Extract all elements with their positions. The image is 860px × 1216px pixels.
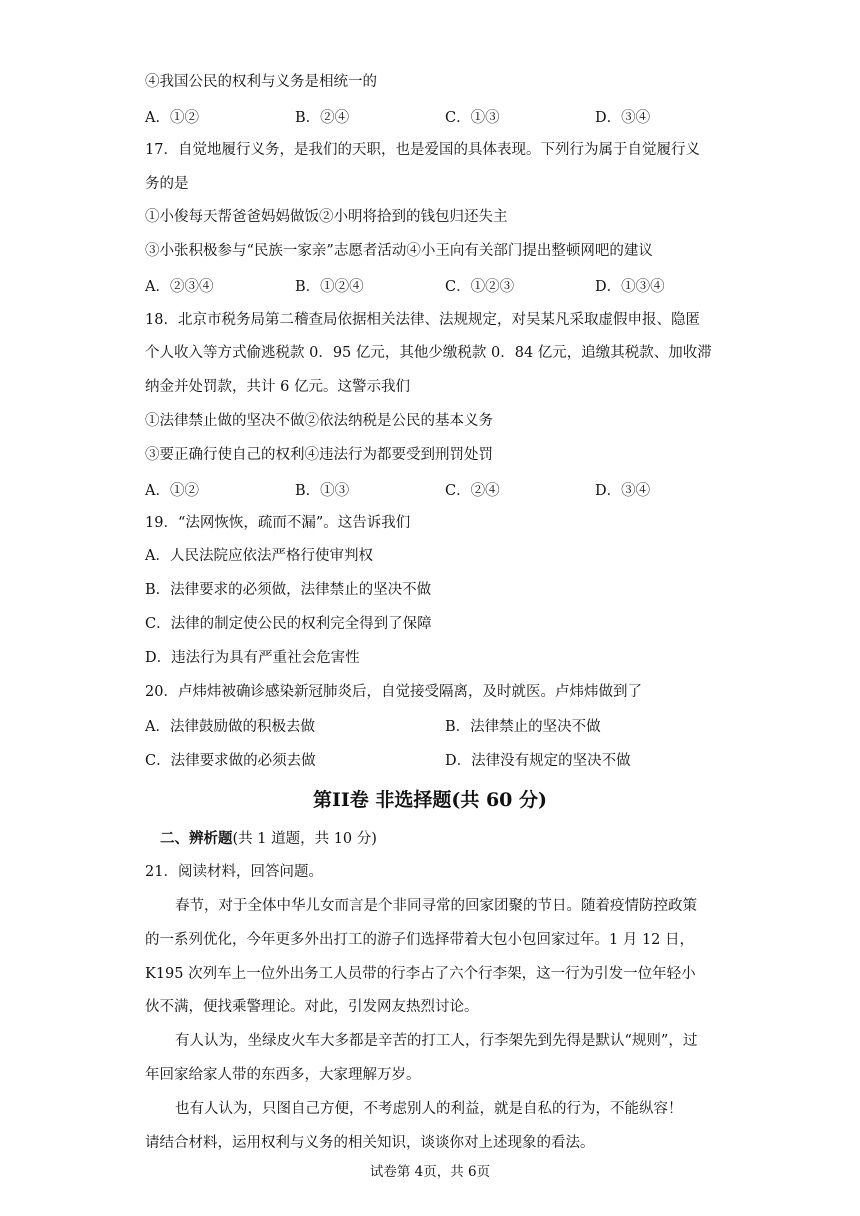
q18-items-line-2: ③要正确行使自己的权利④违法行为都要受到刑罚处罚: [145, 447, 493, 463]
page-footer: 试卷第 4页，共 6页: [369, 1164, 491, 1180]
q21-p1-line-3: K195 次列车上一位外出务工人员带的行李占了六个行李架，这一行为引发一位年轻小: [145, 966, 696, 982]
q17-options: [145, 275, 705, 295]
q17-items-line-1: ①小俊每天帮爸爸妈妈做饭②小明将拾到的钱包归还失主: [145, 209, 508, 225]
q18-option-b: B．①③: [295, 483, 350, 499]
q20-option-a: A．法律鼓励做的积极去做: [145, 719, 315, 735]
q17-stem-line-1: 17．自觉地履行义务，是我们的天职，也是爱国的具体表现。下列行为属于自觉履行义: [145, 142, 700, 158]
q20-option-d: D．法律没有规定的坚决不做: [445, 753, 631, 769]
part-heading-label: 二、辨析题: [160, 830, 233, 847]
q21-stem: 21．阅读材料，回答问题。: [145, 864, 323, 880]
section-title: 第II卷 非选择题(共 60 分): [312, 789, 548, 811]
part-heading-detail: (共 1 道题，共 10 分): [232, 831, 377, 847]
q16-option-b: B．②④: [295, 110, 350, 126]
q17-option-c: C．①②③: [445, 279, 515, 295]
q17-option-a: A．②③④: [145, 279, 214, 295]
q17-stem-line-2: 务的是: [145, 176, 189, 192]
q18-options: [145, 479, 705, 499]
q18-option-d: D．③④: [595, 483, 651, 499]
q18-stem-line-3: 纳金并处罚款，共计 6 亿元。这警示我们: [145, 379, 410, 395]
part-heading: [160, 827, 377, 848]
q20-stem: 20．卢炜炜被确诊感染新冠肺炎后，自觉接受隔离，及时就医。卢炜炜做到了: [145, 684, 642, 700]
q20-options-row-2: [145, 749, 705, 769]
q21-p2-line-1: 有人认为，坐绿皮火车大多都是辛苦的打工人，行李架先到先得是默认“规则”，过: [175, 1033, 698, 1049]
q17-option-b: B．①②④: [295, 279, 364, 295]
q18-stem-line-1: 18．北京市税务局第二稽查局依据相关法律、法规规定，对吴某凡采取虚假申报、隐匿: [145, 312, 700, 328]
q19-option-b: B．法律要求的必须做，法律禁止的坚决不做: [145, 582, 432, 598]
q17-items-line-2: ③小张积极参与“民族一家亲”志愿者活动④小王向有关部门提出整顿网吧的建议: [145, 243, 653, 259]
q16-options: [145, 106, 705, 126]
q16-option-c: C．①③: [445, 110, 500, 126]
q19-option-c: C．法律的制定使公民的权利完全得到了保障: [145, 616, 432, 632]
q21-p1-line-4: 伙不满，便找乘警理论。对此，引发网友热烈讨论。: [145, 999, 479, 1015]
q20-option-b: B．法律禁止的坚决不做: [445, 719, 601, 735]
q21-p2-line-2: 年回家给家人带的东西多，大家理解万岁。: [145, 1067, 421, 1083]
q18-stem-line-2: 个人收入等方式偷逃税款 0．95 亿元，其他少缴税款 0．84 亿元，追缴其税款、加收滞: [145, 345, 712, 361]
q18-option-a: A．①②: [145, 483, 199, 499]
q20-options-row-1: [145, 715, 705, 735]
q21-p3-line-2: 请结合材料，运用权利与义务的相关知识，谈谈你对上述现象的看法。: [145, 1135, 595, 1151]
q21-p1-line-1: 春节，对于全体中华儿女而言是个非同寻常的回家团聚的节日。随着疫情防控政策: [175, 898, 697, 914]
q16-item-4: ④我国公民的权利与义务是相统一的: [145, 74, 377, 90]
q19-option-a: A．人民法院应依法严格行使审判权: [145, 548, 373, 564]
q16-option-a: A．①②: [145, 110, 199, 126]
q16-option-d: D．③④: [595, 110, 651, 126]
q21-p3-line-1: 也有人认为，只图自己方便，不考虑别人的利益，就是自私的行为，不能纵容！: [175, 1101, 683, 1117]
q20-option-c: C．法律要求做的必须去做: [145, 753, 316, 769]
q21-p1-line-2: 的一系列优化，今年更多外出打工的游子们选择带着大包小包回家过年。1 月 12 日，: [145, 932, 695, 948]
q18-option-c: C．②④: [445, 483, 500, 499]
q19-stem: 19．“法网恢恢，疏而不漏”。这告诉我们: [145, 515, 411, 531]
q19-option-d: D．违法行为具有严重社会危害性: [145, 650, 360, 666]
q17-option-d: D．①③④: [595, 279, 665, 295]
q18-items-line-1: ①法律禁止做的坚决不做②依法纳税是公民的基本义务: [145, 413, 493, 429]
